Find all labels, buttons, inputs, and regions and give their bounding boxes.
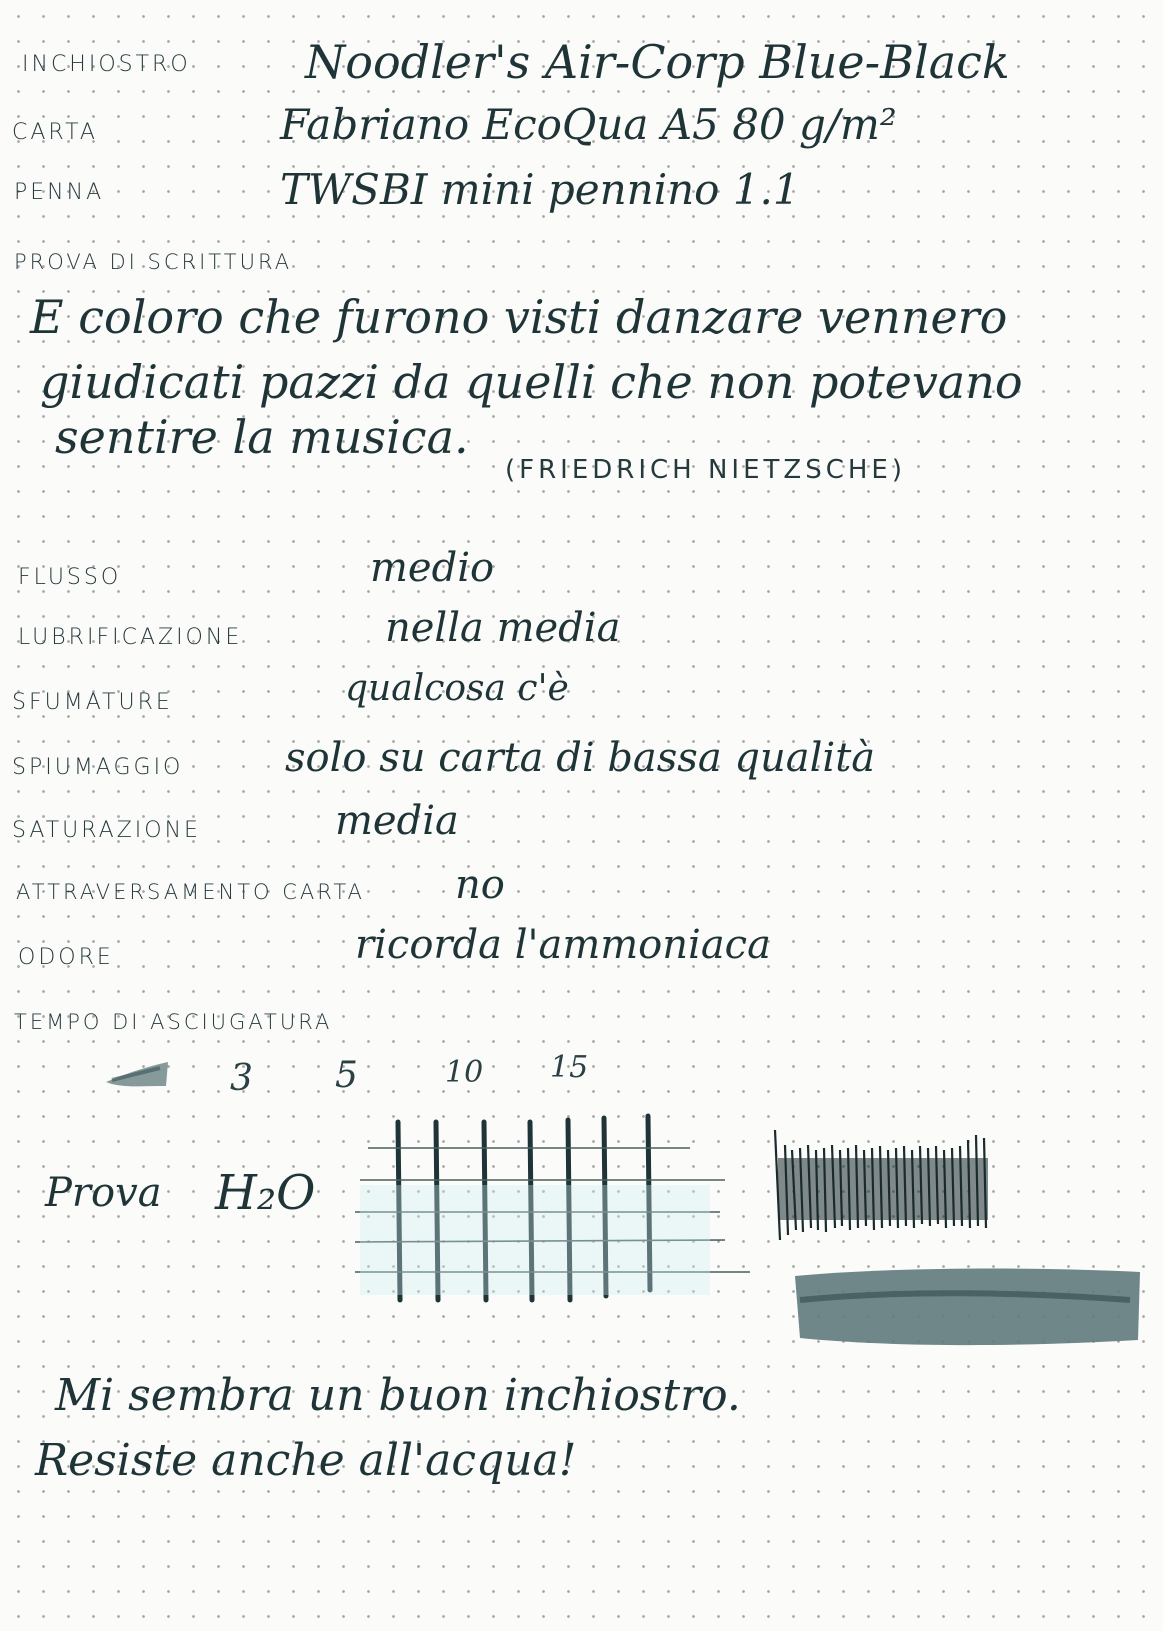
ink-value: Noodler's Air-Corp Blue-Black bbox=[305, 35, 1010, 89]
drying-time-5: 5 bbox=[335, 1055, 358, 1096]
water-test-formula: H₂O bbox=[215, 1165, 316, 1221]
property-value-flusso: medio bbox=[370, 545, 495, 591]
property-value-lubrificazione: nella media bbox=[385, 605, 621, 651]
pen-value: TWSBI mini pennino 1.1 bbox=[280, 165, 800, 214]
property-label-flusso: FLUSSO bbox=[18, 565, 122, 590]
property-value-saturazione: media bbox=[335, 798, 459, 844]
writing-test-label: PROVA DI SCRITTURA bbox=[14, 250, 293, 274]
property-label-attraversamento: ATTRAVERSAMENTO CARTA bbox=[16, 880, 365, 904]
property-value-attraversamento: no bbox=[455, 862, 505, 908]
water-test-label: Prova bbox=[45, 1170, 162, 1216]
pen-label: PENNA bbox=[14, 180, 105, 205]
property-value-spiumaggio: solo su carta di bassa qualità bbox=[285, 735, 876, 781]
property-label-odore: ODORE bbox=[18, 945, 114, 970]
property-value-sfumature: qualcosa c'è bbox=[345, 668, 569, 709]
swab-stripe bbox=[795, 1269, 1140, 1346]
drying-time-label: TEMPO DI ASCIUGATURA bbox=[14, 1010, 333, 1034]
property-value-odore: ricorda l'ammoniaca bbox=[355, 922, 771, 968]
writing-test-line-1: E coloro che furono visti danzare vennero bbox=[30, 290, 1008, 344]
writing-test-line-3: sentire la musica. bbox=[55, 410, 469, 464]
conclusion-line-1: Mi sembra un buon inchiostro. bbox=[55, 1370, 741, 1421]
drying-time-10: 10 bbox=[445, 1055, 484, 1090]
ink-label: INCHIOSTRO bbox=[22, 52, 191, 77]
drying-time-3: 3 bbox=[230, 1058, 253, 1099]
conclusion-line-2: Resiste anche all'acqua! bbox=[35, 1435, 577, 1486]
property-label-spiumaggio: SPIUMAGGIO bbox=[12, 755, 184, 780]
writing-test-line-2: giudicati pazzi da quelli che non potevano bbox=[40, 355, 1023, 409]
paper-label: CARTA bbox=[12, 120, 98, 145]
property-label-saturazione: SATURAZIONE bbox=[12, 818, 201, 843]
drying-time-15: 15 bbox=[550, 1050, 589, 1085]
quote-author: (FRIEDRICH NIETZSCHE) bbox=[505, 455, 907, 485]
property-label-sfumature: SFUMATURE bbox=[12, 690, 173, 715]
paper-value: Fabriano EcoQua A5 80 g/m² bbox=[280, 100, 897, 149]
property-label-lubrificazione: LUBRIFICAZIONE bbox=[18, 625, 243, 650]
